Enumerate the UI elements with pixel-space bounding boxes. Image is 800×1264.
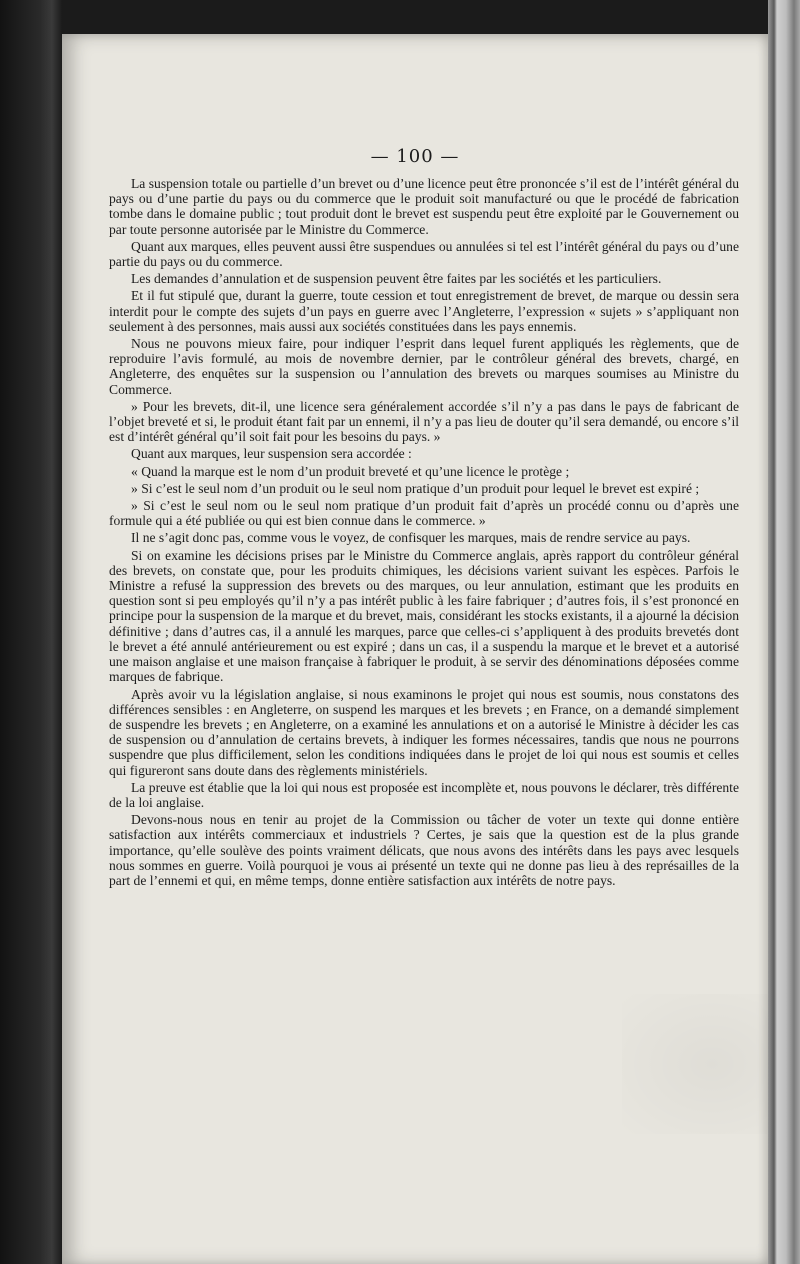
paragraph: Quant aux marques, elles peuvent aussi être suspendues ou annulées si tel est l’intérêt général du pays ou d’une partie du pays ou du commerce. (109, 238, 739, 270)
paragraph: La suspension totale ou partielle d’un brevet ou d’une licence peut être prononcée s’il est de l’intérêt général du pays ou d’une partie du pays ou du commerce que le produit soit manufacturé ou que le procédé de fabrication tombe dans le domaine public ; tout produit dont le brevet est suspendu peut être exploité par le Gouvernement ou par toute personne autorisée par le Ministre du Commerce. (109, 176, 739, 237)
paragraph: » Pour les brevets, dit-il, une licence sera généralement accordée s’il n’y a pas dans le pays de fabricant de l’objet breveté et si, le produit étant fait par un ennemi, il n’y a pas lieu de douter qu’il sera demandé, ou encore s’il est d’intérêt général qu’il soit fait pour les besoins du pays. » (109, 398, 739, 445)
paragraph: « Quand la marque est le nom d’un produit breveté et qu’une licence le protège ; (131, 463, 570, 479)
paragraph: Devons-nous nous en tenir au projet de la Commission ou tâcher de voter un texte qui donne entière satisfaction aux intérêts commerciaux et industriels ? Certes, je sais que la question est de la plus grande importance, qu’elle soulève des points vraiment délicats, que nous avons des intérêts dans les pays avec lesquels nous sommes en guerre. Voilà pourquoi je vous ai présenté un texte qui ne donne pas lieu à des représailles de la part de l’ennemi et qui, en même temps, donne entière satisfaction aux intérêts de notre pays. (109, 812, 739, 888)
paragraph: Après avoir vu la législation anglaise, si nous examinons le projet qui nous est soumis, nous constatons des différences sensibles : en Angleterre, on suspend les marques et les brevets ; en France, on a demandé simplement de suspendre les brevets ; en Angleterre, on a examiné les annulations et on a autorisé le Ministre à décider les cas de suspension ou d’annulation de certains brevets, à indiquer les formes nécessaires, tandis que nous ne pourrons suspendre que plus difficilement, selon les conditions indiquées dans le projet de loi qui nous est soumis et celles qui figureront sans doute dans des règlements ministériels. (109, 686, 739, 778)
paragraph: Les demandes d’annulation et de suspension peuvent être faites par les sociétés et les particuliers. (131, 271, 662, 287)
paragraph: Nous ne pouvons mieux faire, pour indiquer l’esprit dans lequel furent appliqués les règlements, que de reproduire l’avis formulé, au mois de novembre dernier, par le contrôleur général des brevets, chargé, en Angleterre, des enquêtes sur la suspension ou l’annulation des brevets ou marques soumises au Ministre du Commerce. (109, 336, 739, 397)
paragraph: » Si c’est le seul nom ou le seul nom pratique d’un produit fait d’après un procédé connu ou d’après une formule qui a été publiée ou qui est bien connue dans le commerce. » (109, 498, 739, 529)
page-number: — 100 — (370, 146, 460, 167)
paragraph: Si on examine les décisions prises par le Ministre du Commerce anglais, après rapport du contrôleur général des brevets, on constate que, pour les produits chimiques, les décisions varient suivant les espèces. Parfois le Ministre a refusé la suppression des brevets ou des marques, ou leur annulation, estimant que les produits en question sont si peu employés qu’il n’y a pas intérêt public à les faire fabriquer ; d’autres fois, il s’est prononcé en principe pour la suspension de la marque et du brevet, mais, considérant les stocks existants, il a ajourné la décision définitive ; dans d’autres cas, il a annulé les marques, parce que celles-ci s’appliquent à des produits brevetés dont le brevet a été annulé antérieurement ou est expiré ; dans un cas, il a suspendu la marque et le brevet et a autorisé une maison anglaise et une maison française à fabriquer le produit, à se servir des dénominations déposées comme marques de fabrique. (109, 547, 739, 685)
paragraph: Et il fut stipulé que, durant la guerre, toute cession et tout enregistrement de brevet, de marque ou dessin sera interdit pour le compte des sujets d’un pays en guerre avec l’Angleterre, l’expression « sujets » s’appliquant non seulement à des personnes, mais aussi aux sociétés constituées dans les pays ennemis. (109, 288, 739, 334)
paragraph: Quant aux marques, leur suspension sera accordée : (131, 446, 412, 462)
body-text (109, 176, 739, 890)
paragraph: La preuve est établie que la loi qui nous est proposée est incomplète et, nous pouvons le déclarer, très différente de la loi anglaise. (109, 779, 739, 810)
paragraph: » Si c’est le seul nom d’un produit ou le seul nom pratique d’un produit pour lequel le brevet est expiré ; (131, 480, 700, 496)
paragraph: Il ne s’agit donc pas, comme vous le voyez, de confisquer les marques, mais de rendre service au pays. (131, 530, 691, 546)
book-edge (768, 0, 800, 1264)
